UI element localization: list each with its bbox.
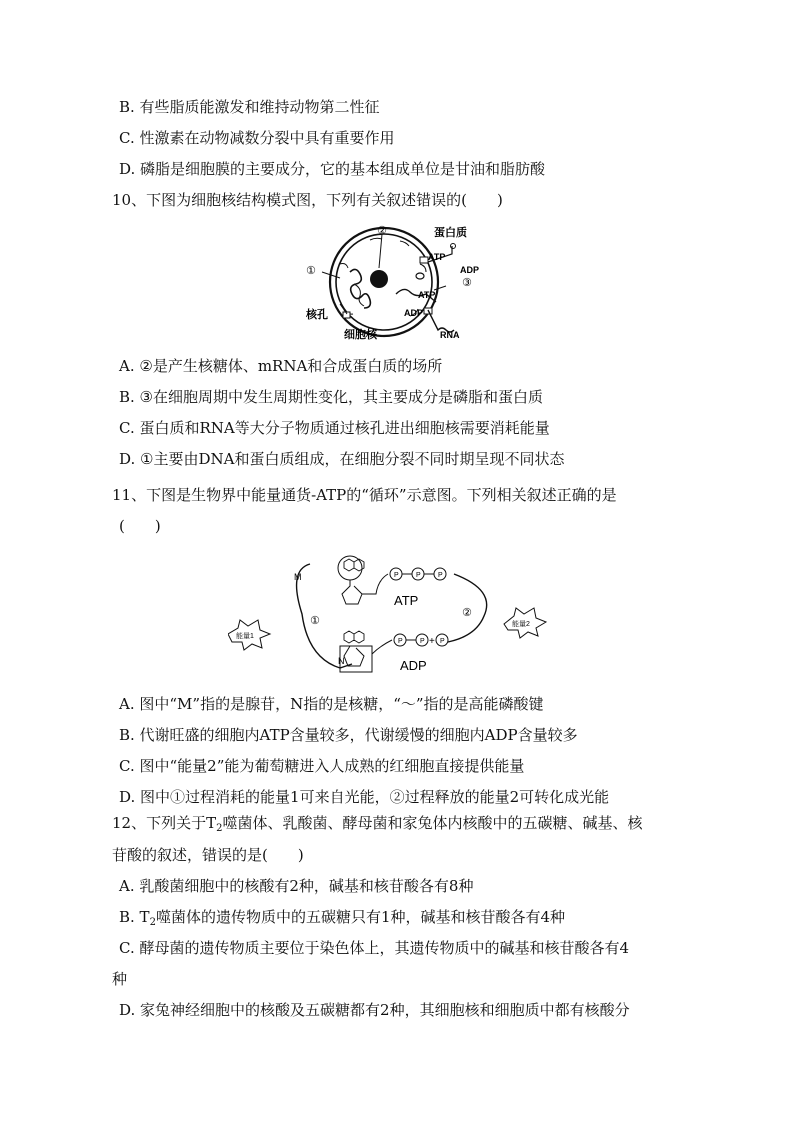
step-1-label: ① bbox=[310, 615, 320, 627]
step-2-label: ② bbox=[462, 607, 472, 619]
q9-option-c: C. 性激素在动物减数分裂中具有重要作用 bbox=[119, 129, 395, 147]
adp-phosphate-1: P bbox=[398, 638, 403, 645]
label-1: ① bbox=[306, 265, 316, 277]
q12-option-c: C. 酵母菌的遗传物质主要位于染色体上，其遗传物质中的碱基和核苷酸各有4 bbox=[119, 939, 630, 957]
q12-option-d: D. 家兔神经细胞中的核酸及五碳糖都有2种，其细胞核和细胞质中都有核酸分 bbox=[119, 1001, 630, 1019]
q9-option-b: B. 有些脂质能激发和维持动物第二性征 bbox=[119, 98, 380, 116]
label-n: N bbox=[338, 656, 345, 666]
q11-option-a: A. 图中“M”指的是腺苷，N指的是核糖，“～”指的是高能磷酸键 bbox=[119, 695, 544, 713]
q10-option-c: C. 蛋白质和RNA等大分子物质通过核孔进出细胞核需要消耗能量 bbox=[119, 419, 550, 437]
q12-stem-line2: 苷酸的叙述，错误的是( ) bbox=[112, 846, 304, 864]
label-atp: ATP bbox=[394, 593, 419, 608]
q10-stem: 10、下图为细胞核结构模式图，下列有关叙述错误的( ) bbox=[112, 191, 503, 209]
q10-option-a: A. ②是产生核糖体、mRNA和合成蛋白质的场所 bbox=[119, 357, 443, 375]
q11-stem-paren: ( ) bbox=[119, 517, 161, 535]
q11-stem: 11、下图是生物界中能量通货-ATP的“循环”示意图。下列相关叙述正确的是 bbox=[112, 486, 617, 504]
q11-option-d: D. 图中①过程消耗的能量1可来自光能，②过程释放的能量2可转化成光能 bbox=[119, 788, 610, 806]
label-3: ③ bbox=[462, 277, 472, 289]
label-atp-mid: ATP bbox=[418, 290, 436, 300]
q12-option-a: A. 乳酸菌细胞中的核酸有2种，碱基和核苷酸各有8种 bbox=[119, 877, 474, 895]
q11-option-b: B. 代谢旺盛的细胞内ATP含量较多，代谢缓慢的细胞内ADP含量较多 bbox=[119, 726, 578, 744]
atp-cycle-figure bbox=[228, 550, 548, 680]
label-adp-top: ADP bbox=[460, 265, 480, 275]
svg-text:+: + bbox=[429, 636, 435, 647]
label-nuclear-pore: 核孔 bbox=[306, 309, 328, 321]
q12-option-b: B. $T_2$噬菌体的遗传物质中的五碳糖只有1种，碱基和核苷酸各有4种 bbox=[119, 908, 566, 928]
label-m: M bbox=[294, 572, 302, 582]
atp-phosphate-3: P bbox=[438, 572, 443, 579]
label-nucleus: 细胞核 bbox=[344, 329, 377, 341]
label-protein: 蛋白质 bbox=[434, 227, 467, 239]
label-rna: RNA bbox=[440, 330, 460, 340]
q12-stem: 12、下列关于$T_2$噬菌体、乳酸菌、酵母菌和家兔体内核酸中的五碳糖、碱基、核 bbox=[112, 814, 643, 834]
nucleus-structure-figure bbox=[300, 224, 490, 342]
adp-phosphate-2: P bbox=[420, 638, 425, 645]
atp-phosphate-1: P bbox=[394, 572, 399, 579]
q11-option-c: C. 图中“能量2”能为葡萄糖进入人成熟的红细胞直接提供能量 bbox=[119, 757, 525, 775]
label-2: ② bbox=[377, 225, 387, 237]
label-atp-top: ATP bbox=[428, 252, 446, 262]
energy-2-label: 能量2 bbox=[512, 621, 530, 628]
q9-option-d: D. 磷脂是细胞膜的主要成分，它的基本组成单位是甘油和脂肪酸 bbox=[119, 160, 546, 178]
label-adp-bottom: ADP bbox=[404, 308, 424, 318]
q10-option-d: D. ①主要由DNA和蛋白质组成，在细胞分裂不同时期呈现不同状态 bbox=[119, 450, 565, 468]
energy-1-label: 能量1 bbox=[236, 633, 254, 640]
q10-option-b: B. ③在细胞周期中发生周期性变化，其主要成分是磷脂和蛋白质 bbox=[119, 388, 544, 406]
label-adp: ADP bbox=[400, 658, 427, 673]
q12-option-c-line2: 种 bbox=[112, 970, 128, 988]
free-phosphate: P bbox=[440, 638, 445, 645]
atp-phosphate-2: P bbox=[416, 572, 421, 579]
